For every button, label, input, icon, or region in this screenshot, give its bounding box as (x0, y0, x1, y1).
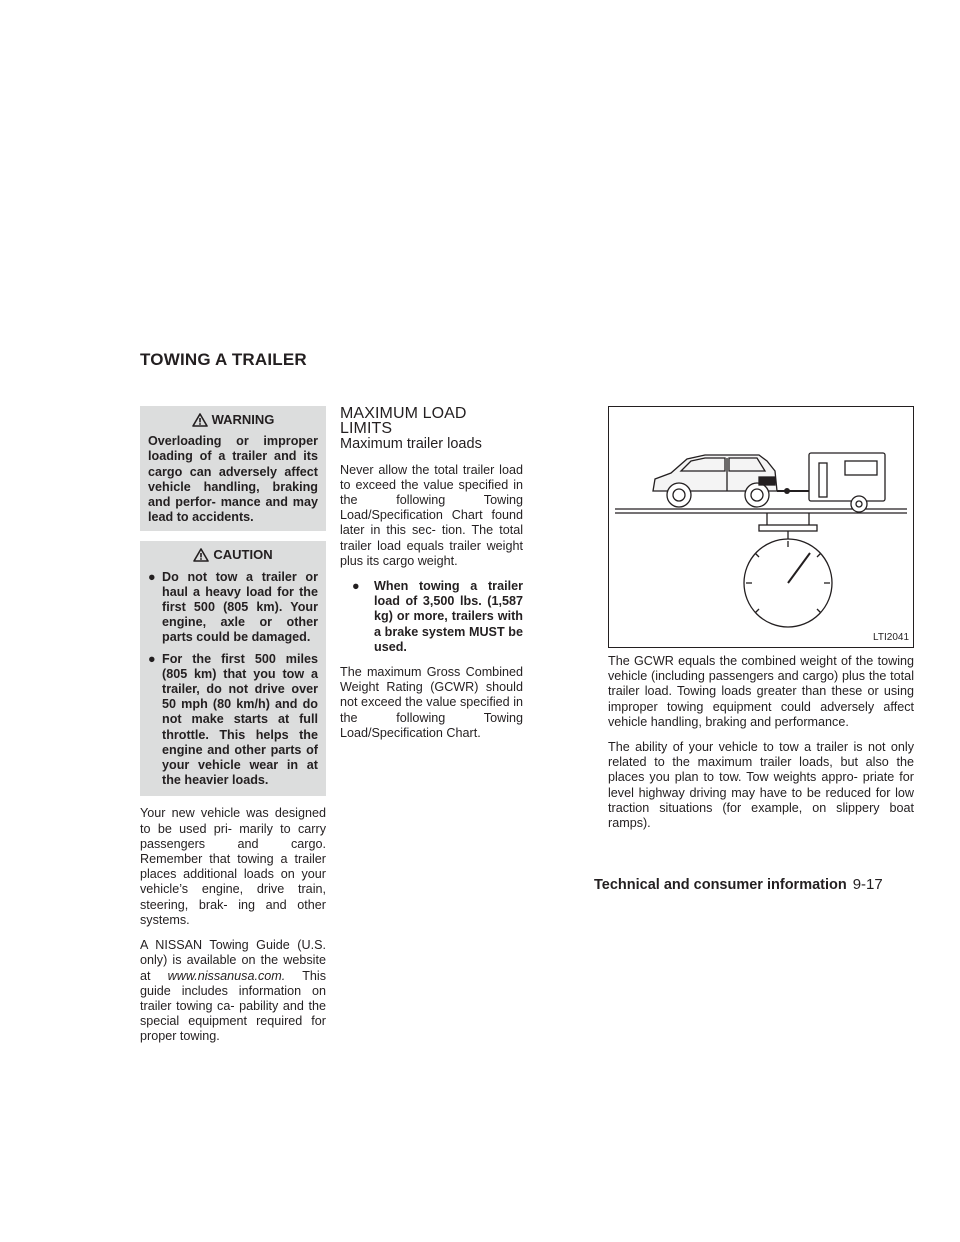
section-title: TOWING A TRAILER (140, 350, 307, 369)
max-load-heading: MAXIMUM LOAD LIMITS (340, 405, 467, 438)
column-right (608, 406, 914, 841)
bullet-icon: ● (352, 579, 360, 594)
scale-gauge-icon (744, 513, 832, 627)
chapter-title: Technical and consumer information (594, 877, 847, 893)
vehicle-icon (653, 455, 777, 507)
warning-label: WARNING (211, 412, 275, 427)
page-footer (594, 876, 883, 893)
caution-triangle-icon (193, 548, 209, 562)
tow-ability-paragraph: The ability of your vehicle to tow a trailer is not only related to the maximum trailer loads, but also the places you plan to tow. Tow weights appro- priate for level highway driving may have to be reduced for low traction situations (for example, on slippery boat ramps). (608, 740, 914, 831)
caution-item-text: Do not tow a trailer or haul a heavy load for the first 500 (805 km). Your engine, axle or other parts could be damaged. (162, 569, 318, 645)
towing-illustration (608, 406, 914, 648)
brake-system-text: When towing a trailer load of 3,500 lbs. (1,587 kg) or more, trailers with a brake system MUST be used. (374, 579, 523, 654)
caution-list (148, 570, 318, 789)
bullet-icon: ● (148, 569, 156, 584)
caution-label: CAUTION (213, 547, 273, 563)
caution-item (148, 570, 318, 646)
warning-header (148, 412, 318, 427)
warning-triangle-icon (192, 413, 208, 427)
brake-system-bullet (352, 579, 523, 655)
warning-box (140, 406, 326, 531)
caution-item-text: For the first 500 miles (805 km) that you tow a trailer, do not drive over 50 mph (80 km/h) and do not make starts at full throttle. This helps the engine and other parts of your vehicle wear in at the heavier loads. (162, 651, 318, 788)
towing-guide-text-before: A NISSAN Towing Guide (U.S. only) is available on the website at (140, 938, 326, 983)
max-trailer-loads-subheading: Maximum trailer loads (340, 436, 482, 453)
caution-header (148, 547, 318, 562)
warning-text: Overloading or improper loading of a trailer and its cargo can adversely affect vehicle handling, braking and perfor- mance and may lead to accidents. (148, 434, 318, 525)
nissan-website-link[interactable]: www.nissanusa.com. (167, 968, 286, 983)
bullet-icon: ● (148, 651, 156, 666)
caution-item (148, 652, 318, 789)
column-left (140, 406, 326, 1055)
car-trailer-scale-illustration (609, 407, 913, 647)
gcwr-explanation-paragraph: The GCWR equals the combined weight of the towing vehicle (including passengers and cargo) plus the total trailer load. Towing loads greater than these or using improper towing equipment could adversely affect vehicle handling, braking and performance. (608, 654, 914, 729)
towing-guide-text-after: This guide includes information on trailer towing ca- pability and the special equipment required for proper towing. (140, 968, 326, 1044)
towing-guide-paragraph (140, 938, 326, 1044)
trailer-icon (809, 453, 885, 512)
figure-label: LTI2041 (873, 631, 909, 643)
column-middle (340, 406, 523, 751)
intro-paragraph: Your new vehicle was designed to be used pri- marily to carry passengers and cargo. Remember that towing a trailer places additional loads on your vehicle’s engine, drive train, steering, brak- ing and other systems. (140, 806, 326, 927)
gcwr-paragraph: The maximum Gross Combined Weight Rating (GCWR) should not exceed the value specified in the following Towing Load/Specification Chart. (340, 665, 523, 740)
caution-box (140, 541, 326, 796)
max-load-paragraph: Never allow the total trailer load to exceed the value specified in the following Towing Load/Specification Chart found later in this sec- tion. The total trailer load equals trailer weight plus its cargo weight. (340, 462, 523, 568)
page-number: 9-17 (852, 876, 883, 893)
